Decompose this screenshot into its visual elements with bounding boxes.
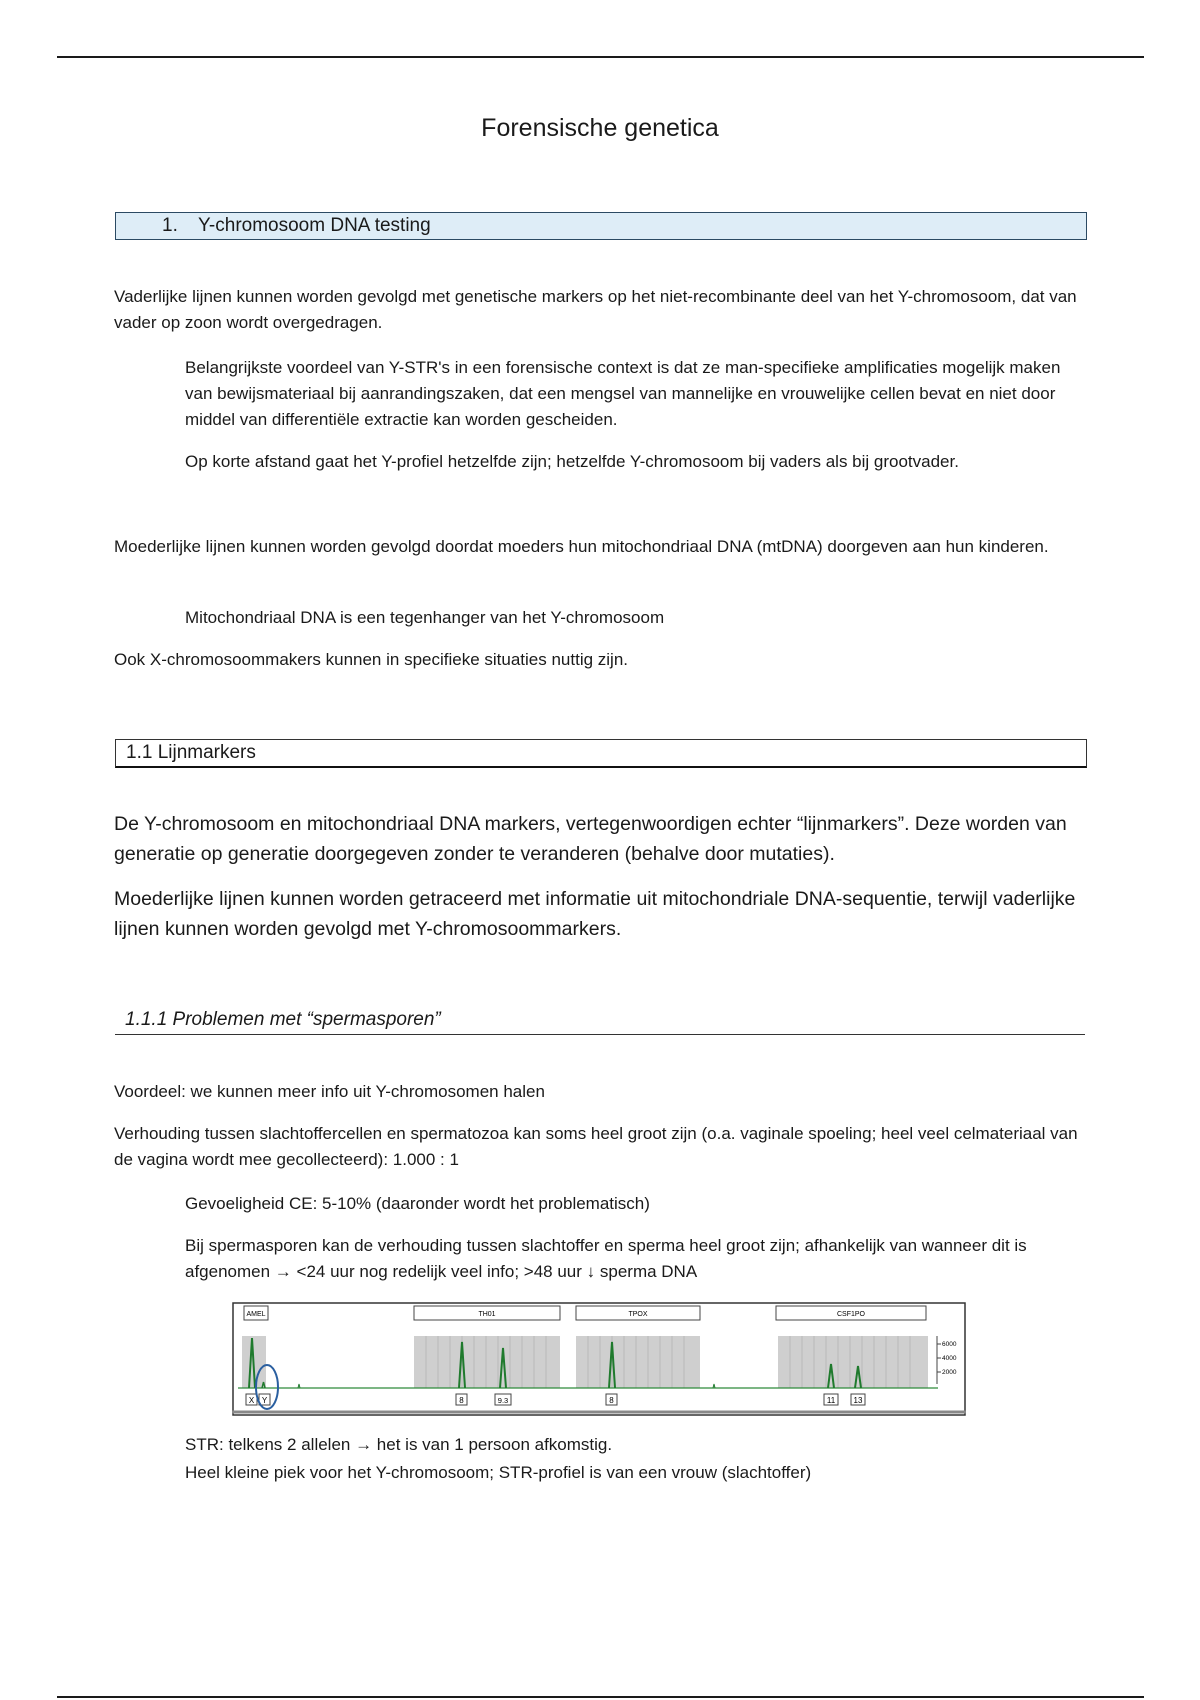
bottom-rule <box>57 1696 1144 1698</box>
section-heading-text: 1.1 Lijnmarkers <box>126 742 256 763</box>
paragraph: De Y-chromosoom en mitochondriaal DNA markers, vertegenwoordigen echter “lijnmarkers”. Deze worden van generatie op generatie doorgegeven zonder te veranderen (behalve door mutaties). <box>114 813 1067 865</box>
paragraph: Verhouding tussen slachtoffercellen en spermatozoa kan soms heel groot zijn (o.a. vaginale spoeling; heel veel celmateriaal van de vagina wordt mee gecollecteerd): 1.000 : 1 <box>114 1124 1078 1169</box>
locus-label-th01: TH01 <box>478 1311 496 1318</box>
locus-label-amel: AMEL <box>246 1311 266 1318</box>
indented-paragraph: Belangrijkste voordeel van Y-STR's in een forensische context is dat ze man-specifieke amplificaties mogelijk maken van bewijsmateriaal bij aanrandingszaken, dat een mengsel van mannelijke en vrouwelijke cellen bevat en niet door middel van differentiële extractie kan worden gescheiden. <box>185 358 1061 429</box>
section-heading-text: Y-chromosoom DNA testing <box>198 215 431 236</box>
allele-label: 8 <box>609 1396 614 1405</box>
allele-label-y: Y <box>261 1396 268 1405</box>
indented-paragraph: Gevoeligheid CE: 5-10% (daaronder wordt het problematisch) <box>185 1194 650 1213</box>
allele-label: 11 <box>826 1396 836 1405</box>
paragraph: Moederlijke lijnen kunnen worden gevolgd doordat moeders hun mitochondriaal DNA (mtDNA) doorgeven aan hun kinderen. <box>114 537 1049 556</box>
indented-paragraph: STR: telkens 2 allelen → het is van 1 persoon afkomstig. <box>185 1435 613 1454</box>
allele-label: 13 <box>853 1396 863 1405</box>
electropherogram-figure <box>232 1302 966 1416</box>
paragraph: Vaderlijke lijnen kunnen worden gevolgd met genetische markers op het niet-recombinante deel van het Y-chromosoom, dat van vader op zoon wordt overgedragen. <box>114 287 1077 332</box>
indented-paragraph: Bij spermasporen kan de verhouding tussen slachtoffer en sperma heel groot zijn; afhankelijk van wanneer dit is afgenomen → <24 uur nog redelijk veel info; >48 uur ↓ sperma DNA <box>185 1236 1027 1281</box>
bin-region-tpox <box>576 1336 700 1388</box>
y-tick-label: 2000 <box>942 1369 957 1376</box>
section-number: 1. <box>162 215 178 236</box>
top-rule <box>57 56 1144 58</box>
page-title: Forensische genetica <box>481 114 719 142</box>
bin-region-csf1po <box>778 1336 928 1388</box>
allele-label: 8 <box>459 1396 464 1405</box>
allele-label: 9.3 <box>497 1396 509 1405</box>
allele-label-x: X <box>248 1396 255 1405</box>
section-heading-text: 1.1.1 Problemen met “spermasporen” <box>125 1009 441 1030</box>
y-tick-label: 6000 <box>942 1341 957 1348</box>
paragraph: Voordeel: we kunnen meer info uit Y-chromosomen halen <box>114 1082 545 1101</box>
paragraph: Moederlijke lijnen kunnen worden getraceerd met informatie uit mitochondriale DNA-sequentie, terwijl vaderlijke lijnen kunnen worden gevolgd met Y-chromosoommarkers. <box>114 888 1076 940</box>
y-tick-label: 4000 <box>942 1355 957 1362</box>
paragraph: Ook X-chromosoommakers kunnen in specifieke situaties nuttig zijn. <box>114 650 629 669</box>
section-heading-1-1 <box>115 739 1087 768</box>
bin-region-th01 <box>414 1336 560 1388</box>
indented-paragraph: Op korte afstand gaat het Y-profiel hetzelfde zijn; hetzelfde Y-chromosoom bij vaders als bij grootvader. <box>185 452 959 471</box>
locus-label-tpox: TPOX <box>628 1311 648 1318</box>
locus-label-csf1po: CSF1PO <box>836 1311 866 1318</box>
indented-paragraph: Heel kleine piek voor het Y-chromosoom; STR-profiel is van een vrouw (slachtoffer) <box>185 1463 812 1482</box>
section-heading-1 <box>115 212 1087 240</box>
indented-paragraph: Mitochondriaal DNA is een tegenhanger van het Y-chromosoom <box>185 608 665 627</box>
section-heading-1-1-1 <box>115 1006 1085 1035</box>
